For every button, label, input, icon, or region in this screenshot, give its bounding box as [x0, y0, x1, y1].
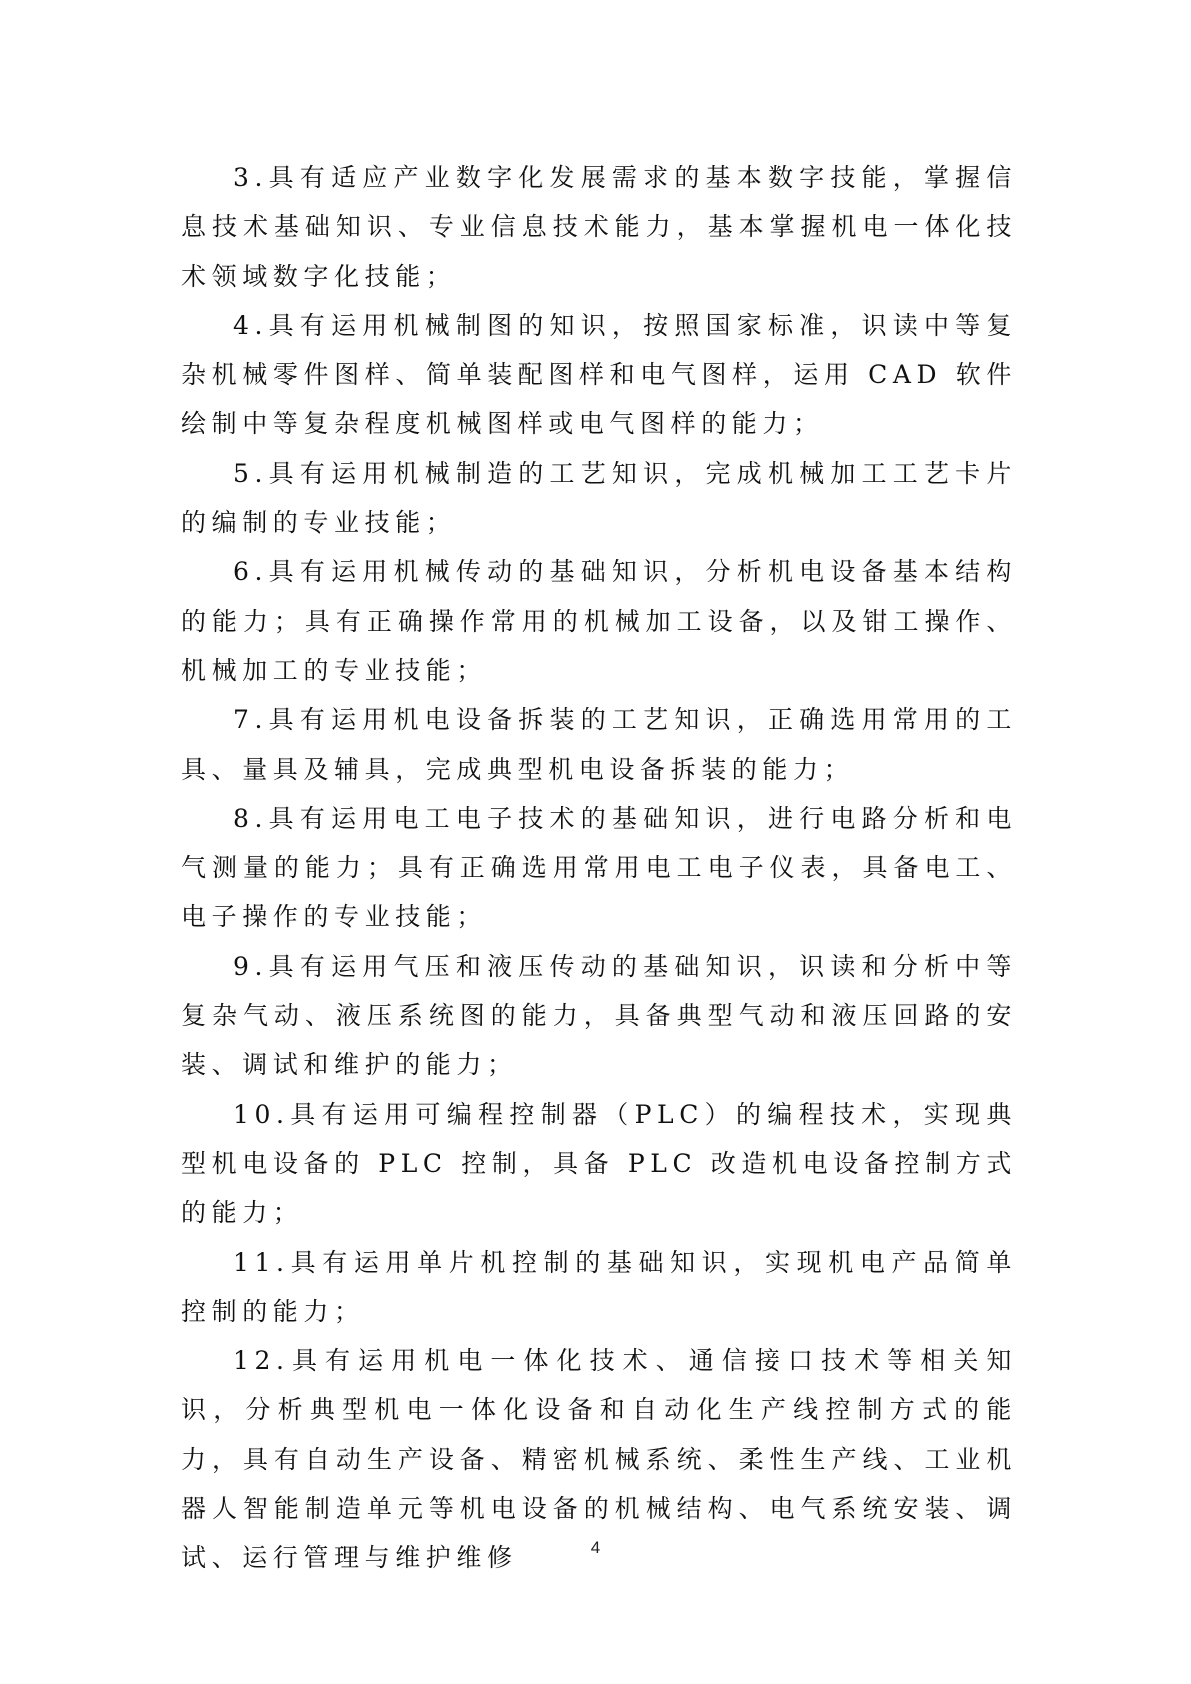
page-number: 4	[590, 1538, 601, 1557]
document-body	[181, 153, 1017, 1583]
paragraph-item-8: 8.具有运用电工电子技术的基础知识，进行电路分析和电气测量的能力；具有正确选用常用电工电子仪表，具备电工、电子操作的专业技能；	[181, 803, 1017, 932]
paragraph-item-5: 5.具有运用机械制造的工艺知识，完成机械加工工艺卡片的编制的专业技能；	[181, 458, 1017, 538]
paragraph-item-10: 10.具有运用可编程控制器（PLC）的编程技术，实现典型机电设备的 PLC 控制，具备 PLC 改造机电设备控制方式的能力；	[181, 1099, 1017, 1228]
paragraph-item-3: 3.具有适应产业数字化发展需求的基本数字技能，掌握信息技术基础知识、专业信息技术能力，基本掌握机电一体化技术领域数字化技能；	[181, 163, 1017, 291]
paragraph-item-9: 9.具有运用气压和液压传动的基础知识，识读和分析中等复杂气动、液压系统图的能力，具备典型气动和液压回路的安装、调试和维护的能力；	[181, 951, 1017, 1080]
paragraph-item-12: 12.具有运用机电一体化技术、通信接口技术等相关知识，分析典型机电一体化设备和自动化生产线控制方式的能力，具有自动生产设备、精密机械系统、柔性生产线、工业机器人智能制造单元等机电设备的机械结构、电气系统安装、调试、运行管理与维护维修	[181, 1346, 1017, 1573]
paragraph-item-4: 4.具有运用机械制图的知识，按照国家标准，识读中等复杂机械零件图样、简单装配图样和电气图样，运用 CAD 软件绘制中等复杂程度机械图样或电气图样的能力；	[181, 310, 1017, 439]
paragraph-item-11: 11.具有运用单片机控制的基础知识，实现机电产品简单控制的能力；	[181, 1247, 1017, 1326]
paragraph-item-7: 7.具有运用机电设备拆装的工艺知识，正确选用常用的工具、量具及辅具，完成典型机电设备拆装的能力；	[181, 705, 1017, 784]
paragraph-item-6: 6.具有运用机械传动的基础知识，分析机电设备基本结构的能力；具有正确操作常用的机械加工设备，以及钳工操作、机械加工的专业技能；	[181, 557, 1017, 685]
